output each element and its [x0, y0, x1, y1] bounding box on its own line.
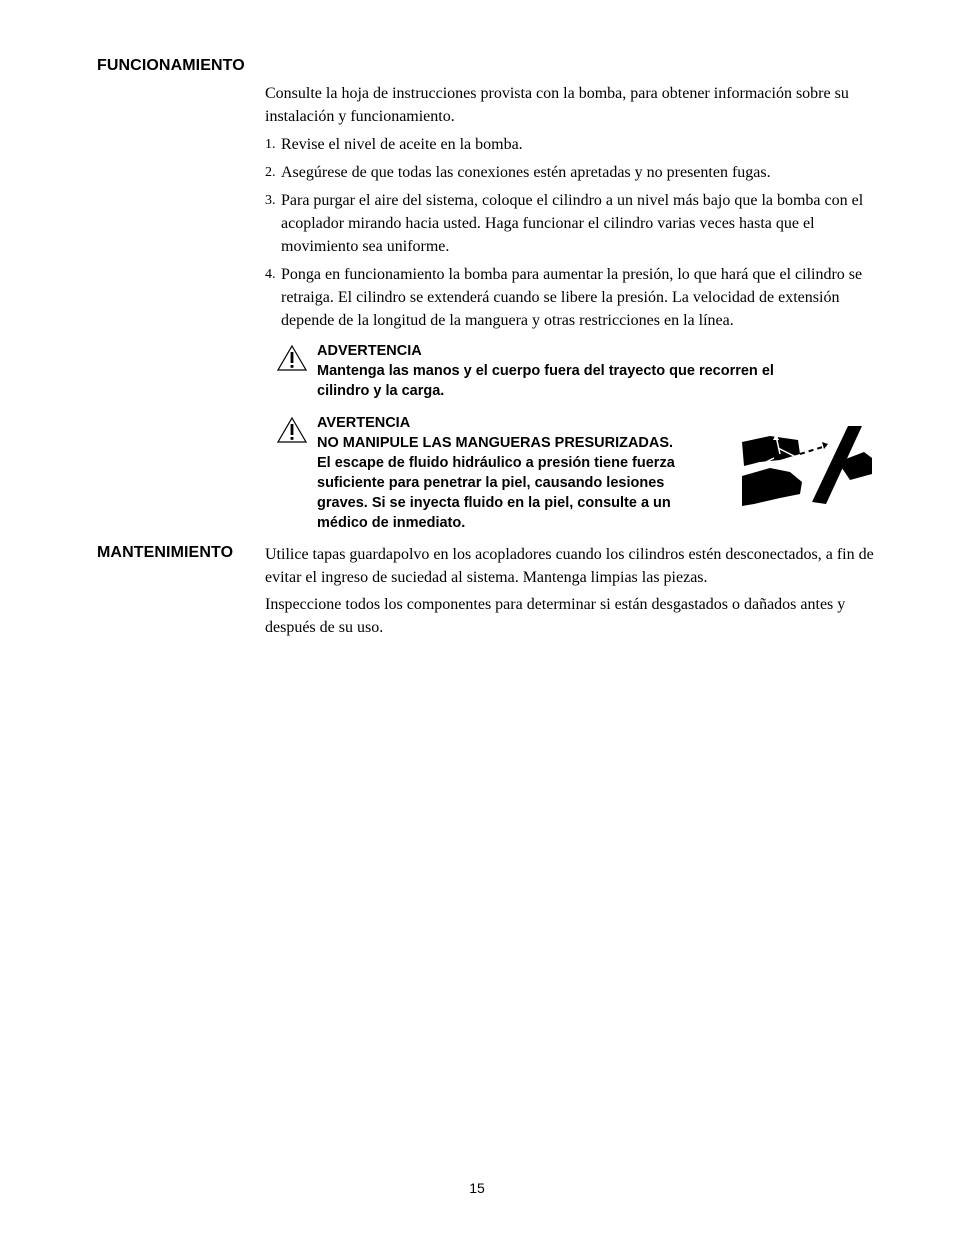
step-text: Asegúrese de que todas las conexiones estén apretadas y no presenten fugas.: [281, 164, 771, 181]
list-item: [265, 161, 875, 184]
step-text: Ponga en funcionamiento la bomba para aumentar la presión, lo que hará que el cilindro se retraiga. El cilindro se extenderá cuando se libere la presión. La velocidad de extensión depende de la longitud de la manguera y otras restricciones en la línea.: [281, 266, 863, 329]
section-heading-mantenimiento: MANTENIMIENTO: [97, 544, 234, 561]
step-number: 1.: [265, 137, 276, 152]
warning-line: Mantenga las manos y el cuerpo fuera del trayecto que recorren el: [317, 363, 774, 379]
list-item: [265, 189, 875, 258]
list-item: [265, 133, 875, 156]
warning-line: médico de inmediato.: [317, 515, 466, 531]
intro-paragraph: Consulte la hoja de instrucciones provista con la bomba, para obtener información sobre su instalación y funcionamiento.: [265, 85, 849, 125]
funcionamiento-body: [265, 82, 875, 337]
steps-list: [265, 133, 875, 332]
maintenance-paragraph: Utilice tapas guardapolvo en los acopladores cuando los cilindros estén desconectados, a fin de evitar el ingreso de suciedad al sistema. Mantenga limpias las piezas.: [265, 546, 874, 586]
warning-text: [317, 341, 774, 401]
warning-line: graves. Si se inyecta fluido en la piel, consulte a un: [317, 495, 671, 511]
warning-line: NO MANIPULE LAS MANGUERAS PRESURIZADAS.: [317, 435, 674, 451]
warning-triangle-icon: [277, 344, 307, 372]
warning-line: El escape de fluido hidráulico a presión tiene fuerza: [317, 455, 675, 471]
mantenimiento-body: [265, 543, 877, 644]
warning-text: [317, 413, 675, 533]
step-number: 2.: [265, 165, 276, 180]
warning-title: AVERTENCIA: [317, 415, 411, 431]
warning-line: cilindro y la carga.: [317, 383, 445, 399]
maintenance-paragraph: Inspeccione todos los componentes para determinar si están desgastados o dañados antes y después de su uso.: [265, 596, 846, 636]
warning-title: ADVERTENCIA: [317, 343, 422, 359]
step-number: 3.: [265, 193, 276, 208]
list-item: [265, 263, 875, 332]
page-number: 15: [469, 1180, 485, 1196]
step-text: Para purgar el aire del sistema, coloque el cilindro a un nivel más bajo que la bomba con el acoplador mirando hacia usted. Haga funcionar el cilindro varias veces hasta que el movimiento sea uniforme.: [281, 192, 864, 255]
step-number: 4.: [265, 267, 276, 282]
hand-injection-hazard-icon: [740, 424, 874, 510]
section-heading-funcionamiento: FUNCIONAMIENTO: [97, 57, 245, 74]
warning-triangle-icon: [277, 416, 307, 444]
warning-line: suficiente para penetrar la piel, causando lesiones: [317, 475, 665, 491]
step-text: Revise el nivel de aceite en la bomba.: [281, 136, 523, 153]
